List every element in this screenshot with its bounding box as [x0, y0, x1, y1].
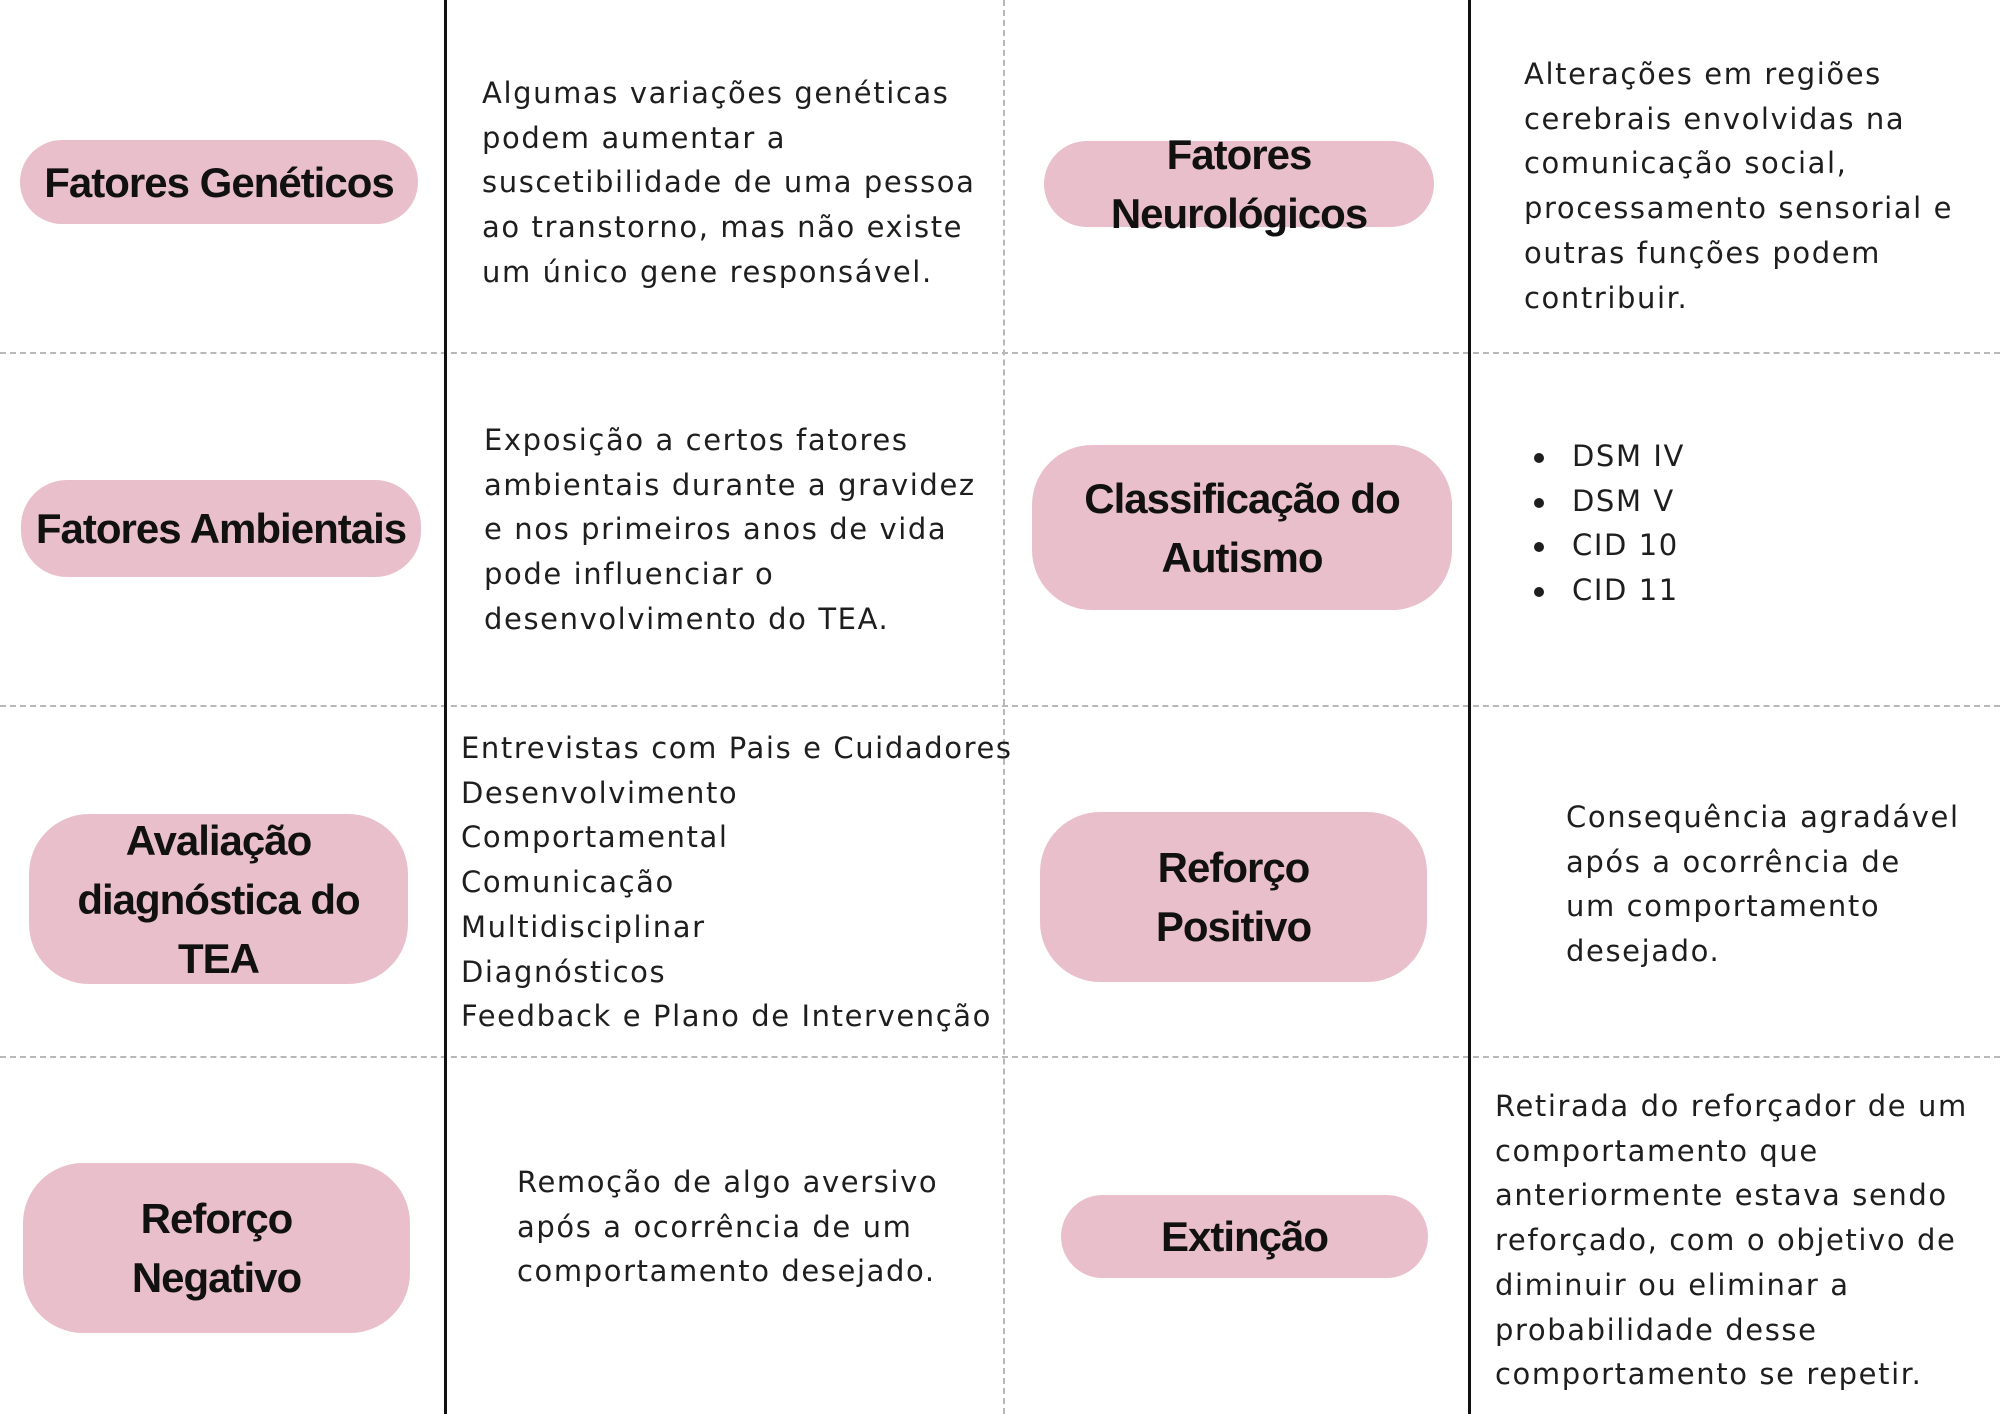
- label-fatores-geneticos: [20, 140, 418, 224]
- list-item: DSM V: [1526, 479, 1946, 524]
- label-line-2: Positivo: [1155, 903, 1312, 950]
- label-text: Fatores Genéticos: [44, 158, 394, 206]
- label-extincao: [1061, 1195, 1428, 1278]
- label-line-2: Autismo: [1161, 533, 1323, 581]
- row-divider-1: [0, 352, 2000, 354]
- text-fatores-geneticos: Algumas variações genéticas podem aumentar a suscetibilidade de uma pessoa ao transtorno, mas não existe um único gene responsável.: [482, 76, 976, 289]
- list-item: CID 10: [1526, 523, 1946, 568]
- line-item: Multidisciplinar: [461, 909, 706, 944]
- label-text: Fatores Ambientais: [35, 505, 407, 552]
- label-text: Extinção: [1160, 1213, 1329, 1260]
- avaliacao-lines: [461, 726, 1013, 1039]
- line-item: Diagnósticos: [461, 954, 667, 989]
- text-reforco-negativo: Remoção de algo aversivo após a ocorrência de um comportamento desejado.: [517, 1165, 939, 1289]
- label-text: Fatores Neurológicos: [1110, 131, 1368, 237]
- label-line-1: Avaliação: [125, 816, 312, 864]
- line-item: Comportamental: [461, 820, 729, 855]
- text-fatores-neurologicos: Alterações em regiões cerebrais envolvidas na comunicação social, processamento sensorial e outras funções podem contribuir.: [1524, 57, 1954, 315]
- label-fatores-neurologicos: [1044, 131, 1434, 237]
- row-divider-3: [0, 1056, 2000, 1058]
- label-line-1: Classificação do: [1084, 474, 1400, 522]
- label-avaliacao-diagnostica: [29, 814, 408, 984]
- row-divider-2: [0, 705, 2000, 707]
- text-reforco-positivo: Consequência agradável após a ocorrência de um comportamento desejado.: [1566, 800, 1960, 969]
- label-reforco-negativo: [23, 1163, 410, 1333]
- column-divider-right: [1468, 0, 1471, 1414]
- label-reforco-positivo: [1040, 812, 1427, 982]
- text-fatores-ambientais: Exposição a certos fatores ambientais durante a gravidez e nos primeiros anos de vida pode influenciar o desenvolvimento do TEA.: [484, 423, 976, 636]
- list-item: DSM IV: [1526, 434, 1946, 479]
- label-line-2: Negativo: [131, 1254, 302, 1301]
- list-item: CID 11: [1526, 568, 1946, 613]
- classificacao-list: [1526, 434, 1946, 613]
- line-item: Comunicação: [461, 865, 675, 900]
- label-line-2: diagnóstica do TEA: [77, 875, 360, 982]
- label-line-1: Reforço: [1157, 844, 1310, 891]
- label-line-1: Reforço: [140, 1195, 293, 1242]
- text-extincao: Retirada do reforçador de um comportamento que anteriormente estava sendo reforçado, com o objetivo de diminuir ou eliminar a probabilidade desse comportamento se repetir.: [1495, 1089, 1968, 1392]
- label-fatores-ambientais: [21, 480, 421, 577]
- label-classificacao-autismo: [1032, 445, 1452, 610]
- line-item: Desenvolvimento: [461, 775, 739, 810]
- line-item: Entrevistas com Pais e Cuidadores: [461, 731, 1013, 765]
- column-divider-left: [444, 0, 447, 1414]
- line-item: Feedback e Plano de Intervenção: [461, 999, 993, 1034]
- column-divider-center: [1003, 0, 1005, 1414]
